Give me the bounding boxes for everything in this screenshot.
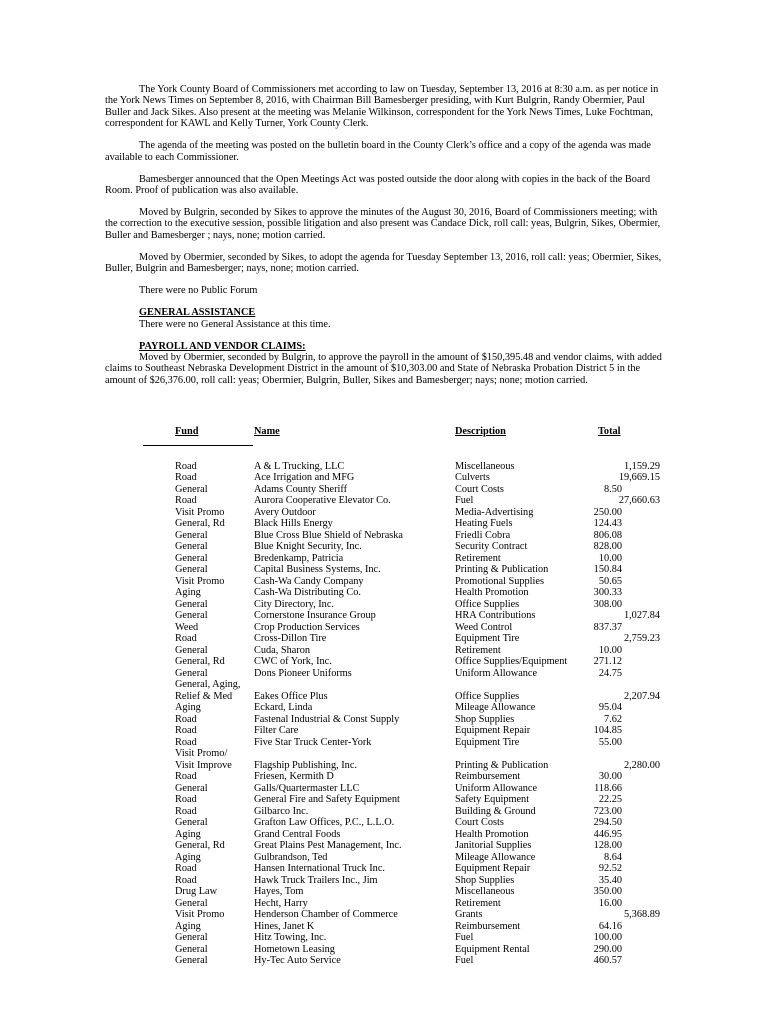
- claim-name: Gulbrandson, Ted: [254, 851, 328, 863]
- table-row: [0, 783, 770, 795]
- claim-fund: General: [175, 541, 208, 552]
- claim-fund: General, Rd: [175, 656, 225, 667]
- table-row: [0, 875, 770, 887]
- table-row: [0, 691, 770, 703]
- column-header-description: Description: [455, 426, 506, 437]
- claim-description: Court Costs: [455, 483, 504, 495]
- claim-total: 30.00: [598, 771, 622, 782]
- claim-total: 50.65: [598, 575, 622, 587]
- table-row: [0, 553, 770, 565]
- claim-fund: General: [175, 897, 208, 909]
- claim-fund: General, Rd: [175, 518, 225, 529]
- claim-fund: Road: [175, 736, 197, 748]
- claim-total: 10.00: [598, 644, 622, 656]
- claim-name: Blue Knight Security, Inc.: [254, 541, 362, 552]
- claim-total: 5,368.89: [623, 909, 660, 920]
- table-row: [0, 599, 770, 611]
- claim-fund: General: [175, 955, 208, 966]
- claim-name: Flagship Publishing, Inc.: [254, 759, 357, 771]
- claim-description: Miscellaneous: [455, 460, 515, 472]
- claim-name: Hecht, Harry: [254, 897, 308, 909]
- claim-total: 806.08: [593, 529, 622, 541]
- claim-fund: Road: [175, 874, 197, 886]
- claim-description: Retirement: [455, 552, 501, 564]
- claim-name: Galls/Quartermaster LLC: [254, 782, 360, 794]
- claim-name: General Fire and Safety Equipment: [254, 794, 400, 805]
- claim-description: Office Supplies: [455, 690, 520, 702]
- claim-description: Printing & Publication: [455, 759, 549, 771]
- public-forum-note: There were no Public Forum: [139, 285, 258, 297]
- claim-total: 250.00: [593, 506, 622, 518]
- claim-total: 7.62: [603, 713, 622, 725]
- claim-description: Health Promotion: [455, 587, 529, 598]
- claim-fund: Road: [175, 460, 197, 472]
- claim-description: Retirement: [455, 897, 501, 909]
- table-row: [0, 610, 770, 622]
- claim-fund: General: [175, 782, 208, 794]
- claim-fund: Road: [175, 713, 197, 725]
- claim-fund: Weed: [175, 621, 199, 633]
- claim-total: 290.00: [593, 943, 622, 955]
- table-row: [0, 495, 770, 507]
- table-row: [0, 921, 770, 933]
- table-row: [0, 541, 770, 553]
- claim-fund: Relief & Med: [175, 690, 233, 702]
- table-row: [0, 530, 770, 542]
- claim-total: 460.57: [593, 955, 622, 966]
- paragraph-minutes-approval: Moved by Bulgrin, seconded by Sikes to approve the minutes of the August 30, 2016, Board of Commissioners meeting; with the correction to the executive session, possible litigation and also present was Candace Dick, roll call: yeas, Bulgrin, Sikes, Obermier, Buller and Bamesberger ; nays, none; motion carried.: [105, 207, 661, 241]
- table-row: [0, 932, 770, 944]
- claim-total: 118.66: [594, 782, 622, 794]
- claim-total: 35.40: [598, 874, 622, 886]
- claim-fund: Road: [175, 472, 197, 483]
- claim-total: 2,280.00: [623, 759, 660, 771]
- claim-name: Hansen International Truck Inc.: [254, 863, 385, 874]
- claim-description: Friedli Cobra: [455, 529, 511, 541]
- claim-description: Printing & Publication: [455, 564, 549, 575]
- claim-fund: Road: [175, 805, 197, 817]
- claim-fund: Aging: [175, 851, 201, 863]
- claim-total: 271.12: [593, 656, 622, 667]
- claim-name: Cornerstone Insurance Group: [254, 610, 376, 621]
- claim-name: Henderson Chamber of Commerce: [254, 909, 398, 920]
- claim-name: Eakes Office Plus: [254, 690, 328, 702]
- claim-fund: Visit Promo: [175, 506, 225, 518]
- table-row: [0, 760, 770, 772]
- claim-total: 8.50: [603, 483, 622, 495]
- claim-total: 837.37: [593, 621, 622, 633]
- table-row: [0, 955, 770, 967]
- column-header-fund: Fund: [175, 426, 199, 437]
- claim-description: Equipment Repair: [455, 725, 531, 736]
- claim-total: 150.84: [593, 564, 622, 575]
- claim-fund: General: [175, 564, 208, 575]
- claim-total: 2,207.94: [623, 690, 660, 702]
- claim-name: Capital Business Systems, Inc.: [254, 564, 381, 575]
- claim-description: Fuel: [455, 932, 474, 943]
- claim-total: 828.00: [593, 541, 622, 552]
- claim-total: 16.00: [598, 897, 622, 909]
- table-row: [0, 748, 770, 760]
- claim-name: Dons Pioneer Uniforms: [254, 667, 352, 679]
- claim-description: Retirement: [455, 644, 501, 656]
- general-assistance-heading: GENERAL ASSISTANCE: [139, 307, 256, 319]
- payroll-motion-text: Moved by Obermier, seconded by Bulgrin, to approve the payroll in the amount of $150,395.48 and vendor claims, with added claims to Southeast Nebraska Development District in the amount of $10,303.00 and State of Nebraska Probation District 5 in the amount of $26,376.00, roll call: yeas; Obermier, Bulgrin, Buller, Sikes and Bamesberger; nays; none; motion carried.: [105, 352, 662, 386]
- paragraph-agenda-posted: The agenda of the meeting was posted on the bulletin board in the County Clerk’s office and a copy of the agenda was made available to each Commissioner.: [105, 140, 651, 163]
- table-row: [0, 806, 770, 818]
- claim-fund: Visit Promo: [175, 575, 225, 587]
- claim-fund: Aging: [175, 587, 201, 598]
- table-row: [0, 679, 770, 691]
- claim-name: Blue Cross Blue Shield of Nebraska: [254, 529, 403, 541]
- claim-total: 100.00: [593, 932, 622, 943]
- claim-fund: Visit Promo/: [175, 748, 228, 759]
- claim-description: Miscellaneous: [455, 886, 515, 897]
- table-row: [0, 461, 770, 473]
- paragraph-meeting-opening: The York County Board of Commissioners met according to law on Tuesday, September 13, 2016 at 8:30 a.m. as per notice in the York News Times on September 8, 2016, with Chairman Bill Bamesberger presiding, with Kurt Bulgrin, Randy Obermier, Paul Buller and Jack Sikes. Also present at the meeting was Melanie Wilkinson, correspondent for the York News Times, Luke Fochtman, correspondent for KAWL and Kelly Turner, York County Clerk.: [105, 84, 659, 130]
- claim-name: Cuda, Sharon: [254, 644, 311, 656]
- claim-fund: Drug Law: [175, 886, 218, 897]
- claim-total: 1,027.84: [623, 610, 660, 621]
- table-row: [0, 737, 770, 749]
- claim-fund: Road: [175, 495, 197, 506]
- claim-total: 124.43: [593, 518, 622, 529]
- claim-fund: Road: [175, 863, 197, 874]
- claim-description: Building & Ground: [455, 805, 536, 817]
- claim-total: 22.25: [598, 794, 622, 805]
- claim-name: City Directory, Inc.: [254, 598, 334, 610]
- claim-description: Grants: [455, 909, 483, 920]
- claim-name: Black Hills Energy: [254, 518, 333, 529]
- claim-description: Media-Advertising: [455, 506, 534, 518]
- claim-name: Adams County Sheriff: [254, 483, 348, 495]
- claim-name: Aurora Cooperative Elevator Co.: [254, 495, 391, 506]
- claim-description: Equipment Repair: [455, 863, 531, 874]
- claim-name: Grand Central Foods: [254, 828, 341, 840]
- claim-name: Great Plains Pest Management, Inc.: [254, 840, 402, 851]
- claim-fund: General: [175, 552, 208, 564]
- claim-description: HRA Contributions: [455, 610, 536, 621]
- claim-total: 10.00: [598, 552, 622, 564]
- table-row: [0, 564, 770, 576]
- claim-total: 308.00: [593, 598, 622, 610]
- claim-fund: General: [175, 943, 208, 955]
- claim-total: 1,159.29: [623, 460, 660, 472]
- table-row: [0, 576, 770, 588]
- table-row: [0, 829, 770, 841]
- claim-name: Bredenkamp, Patricia: [254, 552, 344, 564]
- table-row: [0, 898, 770, 910]
- claim-fund: Road: [175, 633, 197, 644]
- claim-total: 2,759.23: [623, 633, 660, 644]
- table-row: [0, 817, 770, 829]
- claim-name: Hometown Leasing: [254, 943, 335, 955]
- claim-description: Reimbursement: [455, 920, 521, 932]
- claim-description: Health Promotion: [455, 828, 529, 840]
- claim-fund: General: [175, 644, 208, 656]
- column-header-name: Name: [254, 426, 280, 437]
- claim-total: 27,660.63: [618, 495, 660, 506]
- claim-name: A & L Trucking, LLC: [254, 460, 345, 472]
- table-row: [0, 518, 770, 530]
- claim-total: 294.50: [593, 817, 622, 828]
- paragraph-open-meetings-act: Bamesberger announced that the Open Meetings Act was posted outside the door along with copies in the back of the Board Room. Proof of publication was also available.: [105, 173, 651, 197]
- claim-fund: Visit Improve: [175, 759, 232, 771]
- claim-fund: Aging: [175, 828, 201, 840]
- claim-fund: Road: [175, 794, 197, 805]
- claim-total: 64.16: [598, 920, 622, 932]
- claim-fund: General: [175, 610, 208, 621]
- claim-total: 55.00: [598, 736, 622, 748]
- claim-description: Security Contract: [455, 541, 528, 552]
- claim-total: 24.75: [598, 667, 622, 679]
- claim-total: 95.04: [598, 702, 622, 713]
- claim-name: Grafton Law Offices, P.C., L.L.O.: [254, 817, 395, 828]
- table-row: [0, 702, 770, 714]
- table-row: [0, 944, 770, 956]
- claim-name: Eckard, Linda: [254, 702, 313, 713]
- claim-description: Office Supplies: [455, 598, 520, 610]
- table-row: [0, 507, 770, 519]
- table-row: [0, 840, 770, 852]
- claim-name: Crop Production Services: [254, 621, 360, 633]
- table-row: [0, 852, 770, 864]
- claim-description: Equipment Rental: [455, 943, 530, 955]
- claim-name: Filter Care: [254, 725, 299, 736]
- claim-fund: Aging: [175, 920, 201, 932]
- claim-total: 92.52: [598, 863, 622, 874]
- paragraph-agenda-adoption: Moved by Obermier, seconded by Sikes, to adopt the agenda for Tuesday September 13, 2016, roll call: yeas; Obermier, Sikes, Buller, Bulgrin and Bamesberger; nays, none; motion carried.: [105, 251, 662, 275]
- claim-description: Safety Equipment: [455, 794, 530, 805]
- claim-name: Cash-Wa Distributing Co.: [254, 587, 361, 598]
- minutes-body: [105, 84, 665, 386]
- claim-total: 104.85: [593, 725, 622, 736]
- claim-name: CWC of York, Inc.: [254, 656, 332, 667]
- table-row: [0, 794, 770, 806]
- claim-description: Office Supplies/Equipment: [455, 656, 568, 667]
- claim-description: Shop Supplies: [455, 713, 515, 725]
- table-row: [0, 725, 770, 737]
- claim-fund: General: [175, 529, 208, 541]
- claim-name: Friesen, Kermith D: [254, 771, 334, 782]
- table-row: [0, 909, 770, 921]
- claim-total: 19,669.15: [618, 472, 660, 483]
- claim-description: Heating Fuels: [455, 518, 513, 529]
- claim-name: Five Star Truck Center-York: [254, 736, 372, 748]
- claim-fund: Road: [175, 725, 197, 736]
- claim-name: Hayes, Tom: [254, 886, 304, 897]
- table-row: [0, 771, 770, 783]
- claim-description: Uniform Allowance: [455, 667, 538, 679]
- table-row: [0, 633, 770, 645]
- claim-name: Ace Irrigation and MFG: [254, 472, 355, 483]
- claim-name: Hines, Janet K: [254, 920, 315, 932]
- table-row: [0, 668, 770, 680]
- table-row: [0, 714, 770, 726]
- table-row: [0, 863, 770, 875]
- claim-fund: Visit Promo: [175, 909, 225, 920]
- claim-total: 446.95: [593, 828, 622, 840]
- claim-name: Fastenal Industrial & Const Supply: [254, 713, 400, 725]
- column-header-total: Total: [598, 426, 621, 437]
- claim-description: Reimbursement: [455, 771, 521, 782]
- claim-fund: General: [175, 598, 208, 610]
- table-row: [0, 656, 770, 668]
- claim-description: Promotional Supplies: [455, 575, 544, 587]
- claim-name: Hy-Tec Auto Service: [254, 955, 341, 966]
- claim-total: 128.00: [593, 840, 622, 851]
- claim-description: Equipment Tire: [455, 736, 520, 748]
- claim-description: Janitorial Supplies: [455, 840, 532, 851]
- table-row: [0, 484, 770, 496]
- claim-description: Uniform Allowance: [455, 782, 538, 794]
- claim-total: 723.00: [593, 805, 622, 817]
- claim-description: Fuel: [455, 495, 474, 506]
- claim-name: Gilbarco Inc.: [254, 805, 309, 817]
- payroll-heading: PAYROLL AND VENDOR CLAIMS:: [139, 340, 306, 352]
- claim-description: Fuel: [455, 955, 474, 966]
- claim-name: Hawk Truck Trailers Inc., Jim: [254, 874, 378, 886]
- claim-name: Cash-Wa Candy Company: [254, 575, 364, 587]
- claim-name: Cross-Dillon Tire: [254, 633, 327, 644]
- claim-description: Weed Control: [455, 621, 513, 633]
- claim-description: Shop Supplies: [455, 874, 515, 886]
- header-divider: [143, 445, 253, 446]
- claim-fund: General: [175, 667, 208, 679]
- claim-total: 350.00: [593, 886, 622, 897]
- table-row: [0, 472, 770, 484]
- claim-fund: General, Aging,: [175, 679, 241, 690]
- claim-description: Culverts: [455, 472, 490, 483]
- claim-description: Court Costs: [455, 817, 504, 828]
- claim-fund: General: [175, 483, 208, 495]
- claim-description: Equipment Tire: [455, 633, 520, 644]
- claim-name: Avery Outdoor: [254, 506, 316, 518]
- claim-total: 300.33: [593, 587, 622, 598]
- table-row: [0, 886, 770, 898]
- table-row: [0, 622, 770, 634]
- claim-description: Mileage Allowance: [455, 702, 536, 713]
- claim-fund: General, Rd: [175, 840, 225, 851]
- claim-fund: General: [175, 932, 208, 943]
- table-row: [0, 587, 770, 599]
- claim-fund: Road: [175, 771, 197, 782]
- claim-total: 8.64: [603, 851, 622, 863]
- general-assistance-text: There were no General Assistance at this time.: [139, 318, 331, 330]
- claim-name: Hitz Towing, Inc.: [254, 932, 327, 943]
- claim-fund: General: [175, 817, 208, 828]
- claim-fund: Aging: [175, 702, 201, 713]
- claim-description: Mileage Allowance: [455, 851, 536, 863]
- table-row: [0, 645, 770, 657]
